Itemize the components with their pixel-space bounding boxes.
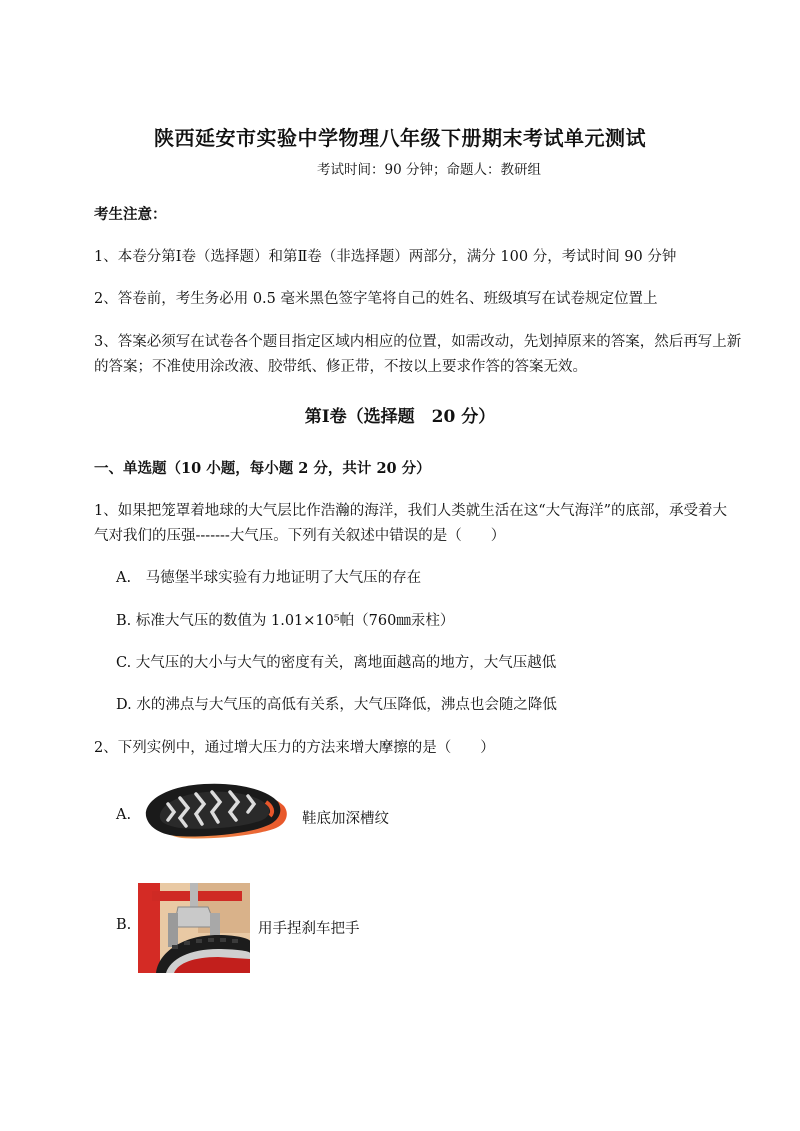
bicycle-brake-image [138, 883, 250, 973]
question-1-option-d: D. 水的沸点与大气压的高低有关系，大气压降低，沸点也会随之降低 [116, 697, 557, 713]
question-2-option-a-text: 鞋底加深槽纹 [302, 811, 389, 827]
question-2-stem: 2、下列实例中，通过增大压力的方法来增大摩擦的是（ ） [94, 740, 495, 756]
notice-item-3: 3、答案必须写在试卷各个题目指定区域内相应的位置，如需改动，先划掉原来的答案，然后再写上新 [94, 334, 742, 350]
question-1-option-a: A. 马德堡半球实验有力地证明了大气压的存在 [116, 570, 422, 586]
question-1-line-2: 气对我们的压强-------大气压。下列有关叙述中错误的是（ ） [94, 528, 506, 544]
notice-heading: 考生注意： [94, 206, 167, 223]
part-heading: 一、单选题（10 小题，每小题 2 分，共计 20 分） [94, 460, 431, 477]
section-title: 第Ⅰ卷（选择题 20 分） [304, 407, 496, 427]
question-2-option-b-letter: B. [116, 917, 132, 933]
question-1-line-1: 1、如果把笼罩着地球的大气层比作浩瀚的海洋，我们人类就生活在这“大气海洋”的底部，承受着大 [94, 503, 728, 519]
exam-title: 陕西延安市实验中学物理八年级下册期末考试单元测试 [154, 126, 646, 150]
question-1-option-b: B. 标准大气压的数值为 1.01×10⁵帕（760㎜汞柱） [116, 613, 455, 629]
question-2-option-b-text: 用手捏刹车把手 [258, 921, 360, 937]
question-1-option-c: C. 大气压的大小与大气的密度有关，离地面越高的地方，大气压越低 [116, 655, 557, 671]
shoe-sole-image [138, 778, 298, 844]
notice-item-3-cont: 的答案；不准使用涂改液、胶带纸、修正带，不按以上要求作答的答案无效。 [94, 359, 587, 375]
notice-item-1: 1、本卷分第Ⅰ卷（选择题）和第Ⅱ卷（非选择题）两部分，满分 100 分，考试时间 90 分钟 [94, 249, 677, 265]
question-2-option-a-letter: A. [116, 807, 132, 823]
notice-item-2: 2、答卷前，考生务必用 0.5 毫米黑色签字笔将自己的姓名、班级填写在试卷规定位置上 [94, 291, 658, 307]
exam-subtitle: 考试时间：90 分钟；命题人：教研组 [317, 162, 541, 178]
